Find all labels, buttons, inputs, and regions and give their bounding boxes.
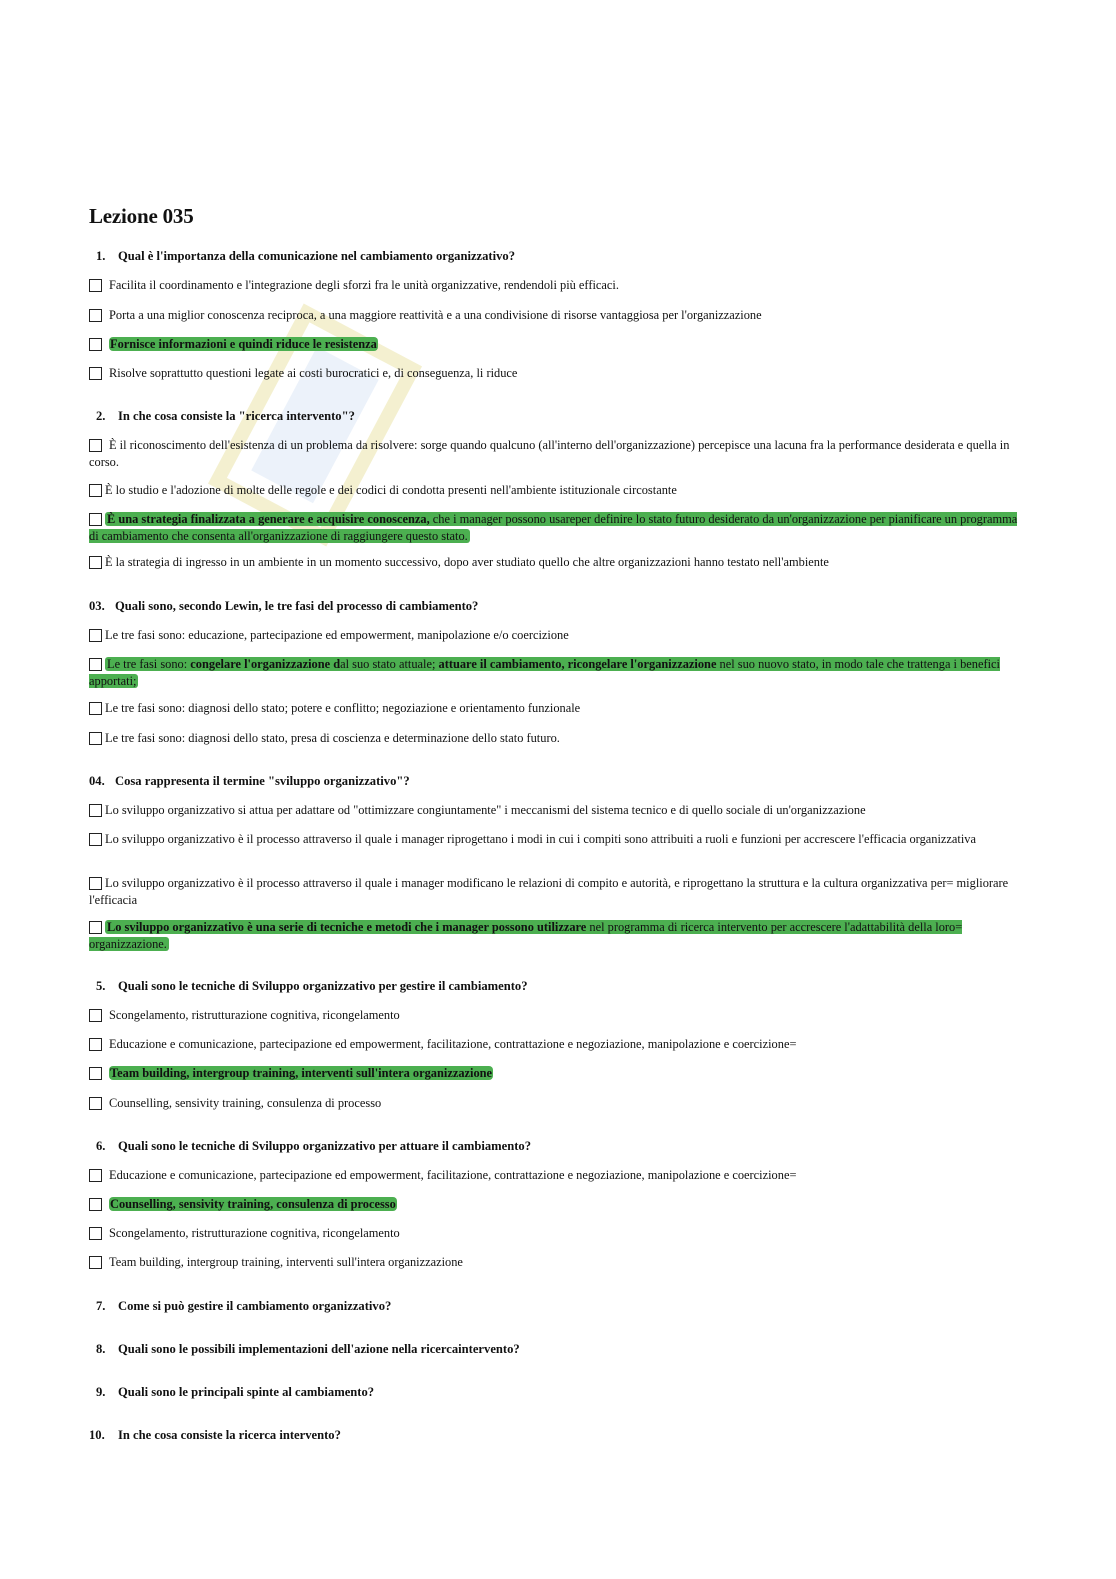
question-text: In che cosa consiste la ricerca intervento? [118, 1428, 341, 1442]
checkbox[interactable] [89, 439, 102, 452]
checkbox[interactable] [89, 1169, 102, 1182]
option-text: Scongelamento, ristrutturazione cognitiva, ricongelamento [109, 1226, 400, 1240]
checkbox[interactable] [89, 702, 102, 715]
answer-option[interactable] [89, 365, 1029, 382]
question-number: 8. [96, 1342, 106, 1356]
checkbox[interactable] [89, 732, 102, 745]
checkbox[interactable] [89, 556, 102, 569]
option-text: Counselling, sensivity training, consulenza di processo [110, 1197, 396, 1211]
checkbox[interactable] [89, 484, 102, 497]
option-bold-text: congelare l'organizzazione d [190, 657, 341, 671]
highlighted-answer [89, 920, 962, 951]
answer-option-correct[interactable] [89, 919, 1029, 952]
checkbox[interactable] [89, 338, 102, 351]
option-text: Risolve soprattutto questioni legate ai costi burocratici e, di conseguenza, li riduce [109, 366, 518, 380]
answer-option[interactable] [89, 307, 1029, 324]
answer-option[interactable] [89, 1254, 1029, 1271]
highlighted-answer [109, 1197, 397, 1211]
checkbox[interactable] [89, 1227, 102, 1240]
highlighted-answer [109, 1066, 493, 1080]
option-text: Le tre fasi sono: diagnosi dello stato; potere e conflitto; negoziazione e orientamento funzionale [105, 701, 581, 715]
question-number: 9. [96, 1385, 106, 1399]
answer-option[interactable] [89, 1225, 1029, 1242]
option-bold-text: È una strategia finalizzata a generare e acquisire conoscenza, [107, 512, 430, 526]
option-text: nel suo nuovo stato, in modo tale che trattenga i benefici apportati; [89, 657, 1000, 688]
answer-option-correct[interactable] [89, 511, 1029, 544]
option-text: È la strategia di ingresso in un ambiente in un momento successivo, dopo aver studiato quello che altre organizzazioni hanno testato nell'ambiente [105, 555, 829, 569]
option-text: che i manager possono usareper definire lo stato futuro desiderato da un'organizzazione per pianificare un programma di cambiamento che consenta all'organizzazione di raggiungere questo stato. [89, 512, 1018, 543]
question-number: 1. [96, 249, 106, 263]
question-5 [89, 979, 528, 994]
question-6 [89, 1139, 531, 1154]
checkbox[interactable] [89, 921, 102, 934]
highlighted-answer [109, 337, 378, 351]
option-text: Le tre fasi sono: diagnosi dello stato, presa di coscienza e determinazione dello stato futuro. [105, 731, 560, 745]
option-text: Facilita il coordinamento e l'integrazione degli sforzi fra le unità organizzative, rendendoli più efficaci. [109, 278, 619, 292]
question-number: 6. [96, 1139, 106, 1153]
question-text: In che cosa consiste la "ricerca intervento"? [118, 409, 355, 423]
answer-option[interactable] [89, 1007, 1029, 1024]
option-text: Lo sviluppo organizzativo si attua per adattare od "ottimizzare congiuntamente" i meccanismi del sistema tecnico e di quello sociale di un'organizzazione [105, 803, 866, 817]
option-text: Porta a una miglior conoscenza reciproca, a una maggiore reattività e a una condivisione di risorse vantaggiosa per l'organizzazione [109, 308, 762, 322]
question-text: Quali sono le possibili implementazioni dell'azione nella ricercaintervento? [118, 1342, 520, 1356]
option-text: Lo sviluppo organizzativo è il processo attraverso il quale i manager modificano le relazioni di compito e autorità, e riprogettano la struttura e la cultura organizzativa per= migliorare l'efficacia [89, 876, 1009, 907]
question-text: Quali sono le tecniche di Sviluppo organizzativo per gestire il cambiamento? [118, 979, 528, 993]
option-text: Counselling, sensivity training, consulenza di processo [109, 1096, 382, 1110]
answer-option[interactable] [89, 700, 1029, 717]
option-text: Le tre fasi sono: educazione, partecipazione ed empowerment, manipolazione e/o coercizione [105, 628, 569, 642]
question-number: 04. [89, 774, 105, 788]
answer-option[interactable] [89, 277, 1029, 294]
option-text: Educazione e comunicazione, partecipazione ed empowerment, facilitazione, contrattazione e negoziazione, manipolazione e coercizione= [109, 1037, 797, 1051]
question-number: 10. [89, 1428, 105, 1442]
option-text: nel programma di ricerca intervento per accrescere l'adattabilità della loro= organizzazione. [89, 920, 963, 951]
checkbox[interactable] [89, 1097, 102, 1110]
checkbox[interactable] [89, 1198, 102, 1211]
page-title: Lezione 035 [89, 204, 194, 228]
question-text: Come si può gestire il cambiamento organizzativo? [118, 1299, 392, 1313]
answer-option-correct[interactable] [89, 656, 1029, 689]
checkbox[interactable] [89, 629, 102, 642]
question-9 [89, 1385, 374, 1400]
option-bold-text: attuare il cambiamento, ricongelare l'organizzazione [438, 657, 717, 671]
checkbox[interactable] [89, 1256, 102, 1269]
checkbox[interactable] [89, 309, 102, 322]
answer-option[interactable] [89, 482, 1029, 499]
question-number: 7. [96, 1299, 106, 1313]
checkbox[interactable] [89, 833, 102, 846]
checkbox[interactable] [89, 877, 102, 890]
checkbox[interactable] [89, 1038, 102, 1051]
checkbox[interactable] [89, 804, 102, 817]
option-text: Team building, intergroup training, interventi sull'intera organizzazione [110, 1066, 493, 1080]
answer-option[interactable] [89, 627, 1029, 644]
answer-option[interactable] [89, 1036, 1029, 1053]
checkbox[interactable] [89, 1067, 102, 1080]
answer-option[interactable] [89, 554, 1029, 571]
option-text: Fornisce informazioni e quindi riduce le resistenza [110, 337, 377, 351]
option-text: Scongelamento, ristrutturazione cognitiva, ricongelamento [109, 1008, 400, 1022]
option-text: Team building, intergroup training, interventi sull'intera organizzazione [109, 1255, 463, 1269]
option-text: È il riconoscimento dell'esistenza di un problema da risolvere: sorge quando qualcuno (all'interno dell'organizzazione) percepisce una lacuna fra la performance desiderata e quella in corso. [89, 438, 1010, 469]
question-3 [89, 599, 478, 614]
question-number: 5. [96, 979, 106, 993]
question-10 [89, 1428, 341, 1443]
option-text: Le tre fasi sono: [107, 657, 191, 671]
answer-option-correct[interactable] [89, 1065, 1029, 1082]
question-text: Cosa rappresenta il termine "sviluppo organizzativo"? [115, 774, 410, 788]
option-text: È lo studio e l'adozione di molte delle regole e dei codici di condotta presenti nell'ambiente istituzionale circostante [105, 483, 677, 497]
option-bold-text: Lo sviluppo organizzativo è una serie di tecniche e metodi che i manager possono utilizzare [107, 920, 587, 934]
answer-option-correct[interactable] [89, 1196, 1029, 1213]
highlighted-answer [89, 657, 1000, 688]
question-text: Quali sono le tecniche di Sviluppo organizzativo per attuare il cambiamento? [118, 1139, 532, 1153]
option-text: Lo sviluppo organizzativo è il processo attraverso il quale i manager riprogettano i modi in cui i compiti sono attribuiti a ruoli e funzioni per accrescere l'efficacia organizzativa [105, 832, 976, 846]
highlighted-answer [89, 512, 1017, 543]
checkbox[interactable] [89, 658, 102, 671]
question-text: Quali sono le principali spinte al cambiamento? [118, 1385, 375, 1399]
answer-option[interactable] [89, 831, 1029, 848]
question-7 [89, 1299, 391, 1314]
option-text: Educazione e comunicazione, partecipazione ed empowerment, facilitazione, contrattazione e negoziazione, manipolazione e coercizione= [109, 1168, 797, 1182]
answer-option-correct[interactable] [89, 336, 1029, 353]
checkbox[interactable] [89, 1009, 102, 1022]
question-2 [89, 409, 355, 424]
answer-option[interactable] [89, 437, 1029, 470]
answer-option[interactable] [89, 802, 1029, 819]
checkbox[interactable] [89, 513, 102, 526]
question-4 [89, 774, 410, 789]
answer-option[interactable] [89, 1095, 1029, 1112]
question-text: Qual è l'importanza della comunicazione nel cambiamento organizzativo? [118, 249, 516, 263]
checkbox[interactable] [89, 367, 102, 380]
answer-option[interactable] [89, 875, 1029, 908]
answer-option[interactable] [89, 1167, 1029, 1184]
question-1 [89, 249, 515, 264]
checkbox[interactable] [89, 279, 102, 292]
question-8 [89, 1342, 520, 1357]
answer-option[interactable] [89, 730, 1029, 747]
question-text: Quali sono, secondo Lewin, le tre fasi del processo di cambiamento? [115, 599, 479, 613]
question-number: 03. [89, 599, 105, 613]
option-text: al suo stato attuale; [340, 657, 439, 671]
question-number: 2. [96, 409, 106, 423]
